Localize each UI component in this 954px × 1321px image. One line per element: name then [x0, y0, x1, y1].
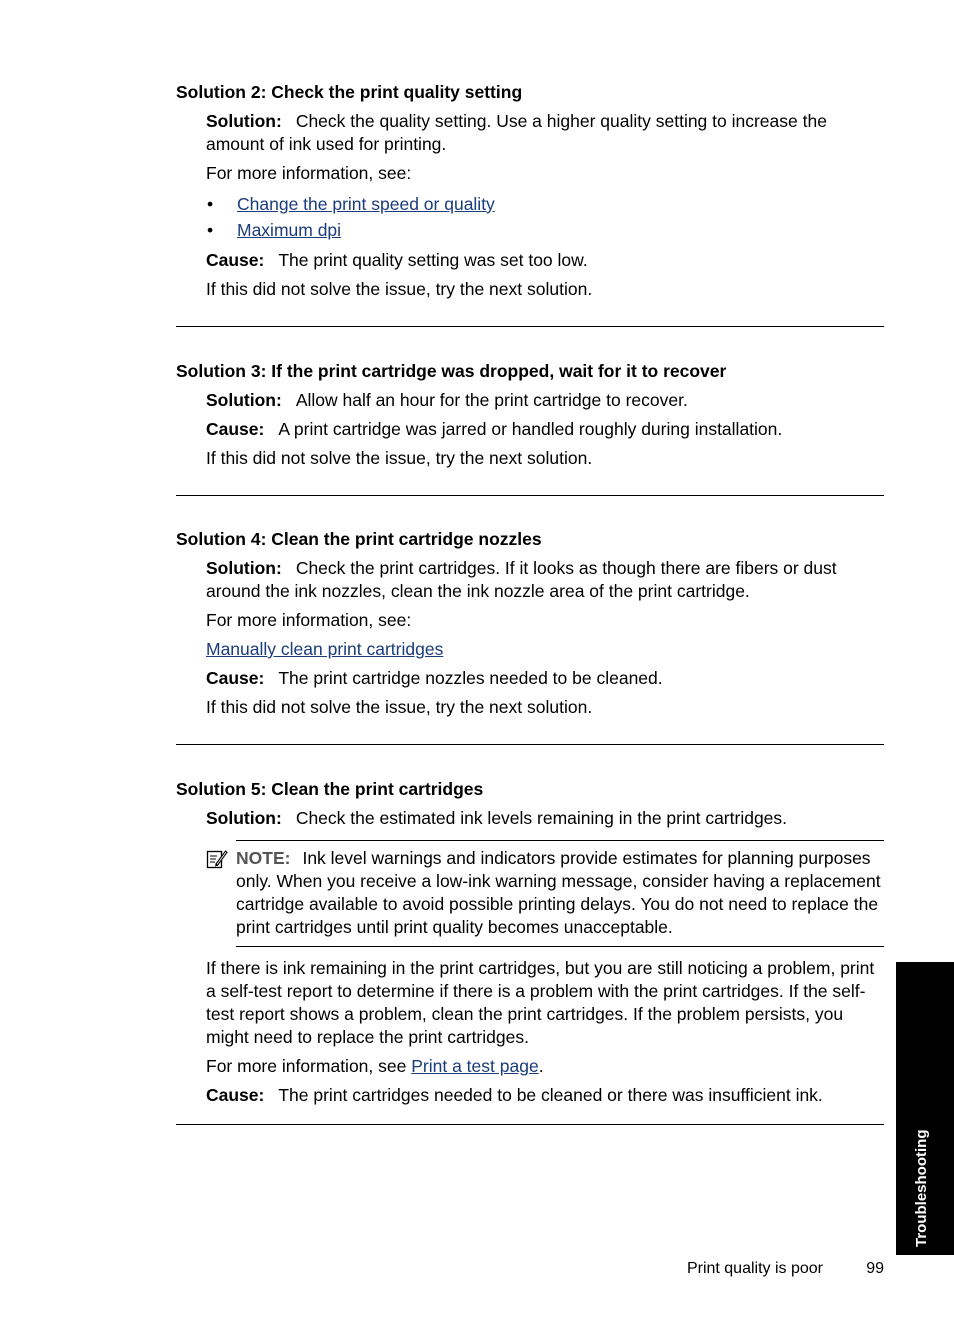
- more-info-paragraph: [206, 1055, 884, 1078]
- note-label: NOTE:: [236, 848, 291, 868]
- cause-label: Cause:: [206, 250, 265, 270]
- section-title: Solution 5: Clean the print cartridges: [176, 779, 484, 799]
- cause-label: Cause:: [206, 668, 265, 688]
- cause-paragraph: [206, 249, 884, 272]
- more-info-text: For more information, see:: [206, 610, 412, 630]
- solution-text: Allow half an hour for the print cartridge to recover.: [295, 390, 688, 410]
- cause-label: Cause:: [206, 1085, 265, 1105]
- more-info-text: For more information, see:: [206, 163, 412, 183]
- section-title: Solution 4: Clean the print cartridge nozzles: [176, 529, 542, 549]
- footer-title: Print quality is poor: [686, 1260, 823, 1277]
- section-divider: [176, 1124, 884, 1125]
- more-info-suffix: .: [538, 1056, 544, 1076]
- body-paragraph: If there is ink remaining in the print cartridges, but you are still noticing a problem, print a self-test report to determine if there is a problem with the print cartridges. If the self-test report shows a problem, clean the print cartridges. If the problem persists, you might need to replace the print cartridges.: [206, 958, 875, 1047]
- solution-label: Solution:: [206, 390, 282, 410]
- section-solution-2: [176, 80, 884, 301]
- solution-text: Check the print cartridges. If it looks as though there are fibers or dust around the ink nozzles, clean the ink nozzle area of the print cartridge.: [206, 558, 837, 601]
- next-solution-text: If this did not solve the issue, try the next solution.: [206, 697, 593, 717]
- cause-text: The print cartridges needed to be cleaned or there was insufficient ink.: [278, 1085, 823, 1105]
- section-title: Solution 3: If the print cartridge was dropped, wait for it to recover: [176, 361, 727, 381]
- solution-paragraph: [206, 389, 884, 412]
- solution-paragraph: [206, 807, 884, 830]
- note-callout: [206, 840, 884, 947]
- link-list: [206, 191, 884, 243]
- more-info-prefix: For more information, see: [206, 1056, 407, 1076]
- solution-label: Solution:: [206, 558, 282, 578]
- solution-text: Check the estimated ink levels remaining in the print cartridges.: [295, 808, 788, 828]
- side-tab: [896, 962, 954, 1255]
- note-text: Ink level warnings and indicators provide estimates for planning purposes only. When you receive a low-ink warning message, consider having a replacement cartridge available to avoid possible printing delays. You do not need to replace the print cartridges until print quality becomes unacceptable.: [236, 848, 881, 937]
- link-change-print-speed[interactable]: Change the print speed or quality: [237, 194, 495, 214]
- section-solution-3: [176, 359, 884, 470]
- page-content: [176, 80, 884, 1125]
- note-pencil-icon: [206, 848, 228, 870]
- solution-label: Solution:: [206, 111, 282, 131]
- list-item: [206, 191, 884, 217]
- cause-text: The print cartridge nozzles needed to be cleaned.: [278, 668, 663, 688]
- cause-text: A print cartridge was jarred or handled roughly during installation.: [278, 419, 783, 439]
- cause-paragraph: [206, 418, 884, 441]
- next-solution-text: If this did not solve the issue, try the next solution.: [206, 448, 593, 468]
- solution-paragraph: [206, 110, 884, 156]
- solution-paragraph: [206, 557, 884, 603]
- link-paragraph: [206, 638, 884, 661]
- link-manually-clean-cartridges[interactable]: Manually clean print cartridges: [206, 639, 444, 659]
- section-title: Solution 2: Check the print quality setting: [176, 82, 523, 102]
- note-box: [236, 840, 884, 947]
- section-solution-4: [176, 527, 884, 719]
- solution-label: Solution:: [206, 808, 282, 828]
- cause-paragraph: [206, 1084, 884, 1107]
- cause-paragraph: [206, 667, 884, 690]
- side-tab-label: Troubleshooting: [913, 1129, 930, 1247]
- section-solution-5: [176, 777, 884, 1107]
- cause-label: Cause:: [206, 419, 265, 439]
- cause-text: The print quality setting was set too low.: [278, 250, 588, 270]
- list-item: [206, 217, 884, 243]
- link-maximum-dpi[interactable]: Maximum dpi: [237, 220, 342, 240]
- solution-text: Check the quality setting. Use a higher quality setting to increase the amount of ink used for printing.: [206, 111, 827, 154]
- next-solution-text: If this did not solve the issue, try the next solution.: [206, 279, 593, 299]
- link-print-test-page[interactable]: Print a test page: [411, 1056, 539, 1076]
- page-number: 99: [866, 1260, 884, 1277]
